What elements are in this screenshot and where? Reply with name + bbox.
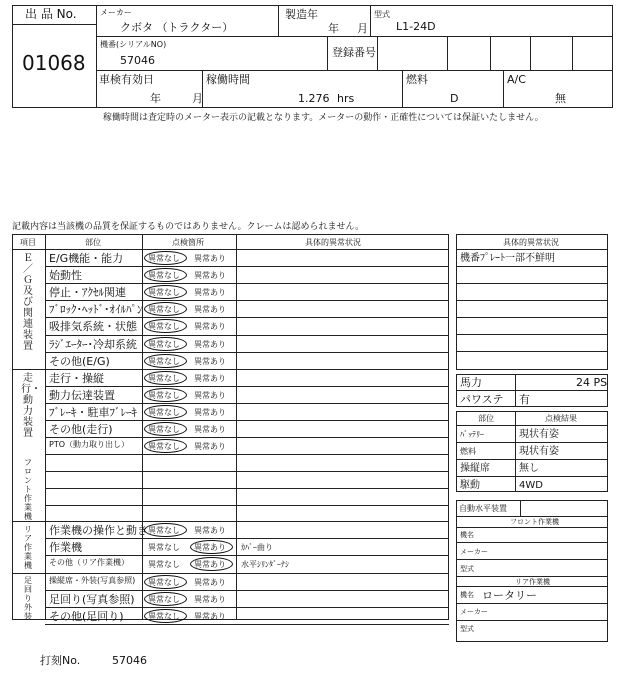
ac-value: 無 <box>555 92 566 105</box>
row-part: その他(走行) <box>49 423 113 436</box>
check-abnormal: 異常あり <box>194 577 226 587</box>
fuel-label: 燃料 <box>406 73 428 86</box>
hours-unit: hrs <box>337 92 355 105</box>
inspection-year-unit: 年 <box>150 92 161 105</box>
row-detail: 水平ｼﾘﾝﾀﾞｰﾅｼ <box>241 560 289 570</box>
row-part: 作業機 <box>49 541 82 555</box>
row-part: ﾗｼﾞｴｰﾀｰ･冷却系統 <box>49 337 137 351</box>
item-number: 01068 <box>22 51 86 75</box>
hp-value: 24 PS <box>576 376 608 389</box>
selected-oval <box>144 388 187 402</box>
front-name-label: 機名 <box>460 531 474 539</box>
hours-note: 稼働時間は査定時のメーター表示の記載となります。メーターの動作・正確性については保証いたしません。 <box>103 113 544 123</box>
check-normal: 異常なし <box>148 594 180 604</box>
check-abnormal: 異常あり <box>194 305 226 315</box>
cabin-value: 無し <box>519 463 539 474</box>
fuel-check-label: 燃料 <box>460 447 476 456</box>
group-label: フロント作業機 <box>24 458 32 521</box>
group-label: Ｅ／Ｇ及び関連装置 <box>23 253 33 352</box>
check-abnormal: 異常あり <box>194 611 226 621</box>
group-label: 走行・動力装置 <box>21 373 41 439</box>
check-abnormal: 異常あり <box>194 373 226 383</box>
check-abnormal: 異常あり <box>194 288 226 298</box>
auto-level-label: 自動水平装置 <box>459 504 507 513</box>
stamp-label: 打刻No. <box>40 654 81 667</box>
rear-name-label: 機名 <box>460 591 474 599</box>
fuel-check-value: 現状有姿 <box>519 446 559 457</box>
col-item: 項目 <box>20 238 36 247</box>
item-number-label: 出 品 No. <box>25 7 77 21</box>
check-normal: 異常なし <box>148 526 180 536</box>
part-header: 部位 <box>478 414 494 423</box>
fuel-value: D <box>450 92 459 105</box>
drive-value: 4WD <box>519 480 543 491</box>
drive-label: 駆動 <box>460 480 480 491</box>
group-label: 足回り外装 <box>24 576 32 621</box>
col-part: 部位 <box>85 238 101 247</box>
rear-model-label: 型式 <box>460 625 474 633</box>
cabin-label: 操縦席 <box>460 463 490 474</box>
rear-name-value: ロータリー <box>482 589 537 602</box>
front-implement-title: フロント作業機 <box>510 518 559 526</box>
check-normal: 異常なし <box>148 442 180 452</box>
serial-value: 57046 <box>120 54 155 67</box>
model-label: 型式 <box>374 10 390 19</box>
powersteer-value: 有 <box>519 393 530 406</box>
row-part: 吸排気系統・状態 <box>49 320 137 334</box>
battery-label: ﾊﾞｯﾃﾘｰ <box>460 430 484 439</box>
check-normal: 異常なし <box>148 577 180 587</box>
row-part: 作業機の操作と動き <box>49 524 148 538</box>
abnormal-title: 具体的異常状況 <box>503 238 559 247</box>
group-label: リア作業機 <box>24 525 32 570</box>
check-normal: 異常なし <box>148 611 180 621</box>
check-abnormal: 異常あり <box>194 356 226 366</box>
maker-value: クボタ （トラクター） <box>120 21 234 34</box>
selected-oval <box>144 422 187 436</box>
check-abnormal: 異常あり <box>194 425 226 434</box>
row-part: ﾌﾞﾚｰｷ・駐車ﾌﾞﾚｰｷ <box>49 405 137 419</box>
row-part: その他(E/G) <box>49 354 110 368</box>
row-part: 動力伝達装置 <box>49 388 115 402</box>
row-part: 足回り(写真参照) <box>49 592 135 606</box>
check-normal: 異常なし <box>148 254 180 263</box>
year-label: 製造年 <box>285 8 318 21</box>
check-normal: 異常なし <box>148 305 180 315</box>
col-detail: 具体的異常状況 <box>305 238 361 247</box>
powersteer-label: パワステ <box>460 393 504 406</box>
result-header: 点検結果 <box>545 414 577 423</box>
col-check: 点検箇所 <box>172 238 204 247</box>
check-normal: 異常なし <box>148 425 180 434</box>
check-abnormal: 異常あり <box>194 442 226 452</box>
row-part: 走行・操縦 <box>49 371 104 385</box>
check-normal: 異常なし <box>148 356 180 366</box>
selected-oval <box>144 268 187 282</box>
ac-label: A/C <box>507 73 526 86</box>
hp-label: 馬力 <box>460 376 482 389</box>
row-part: その他(足回り) <box>49 609 124 623</box>
check-normal: 異常なし <box>148 271 180 281</box>
abnormal-text: 機番ﾌﾟﾚｰﾄ一部不鮮明 <box>460 253 555 264</box>
selected-oval <box>144 405 187 419</box>
row-part: その他（リア作業機） <box>49 558 129 568</box>
row-part: 停止・ｱｸｾﾙ関連 <box>49 286 126 300</box>
selected-oval <box>144 592 187 606</box>
check-abnormal: 異常あり <box>194 560 226 570</box>
rear-maker-label: メーカー <box>460 608 488 616</box>
front-model-label: 型式 <box>460 565 474 573</box>
check-abnormal: 異常あり <box>194 322 226 332</box>
month-unit: 月 <box>357 22 368 35</box>
hours-value: 1.276 <box>298 92 330 105</box>
model-value: L1-24D <box>396 20 436 33</box>
row-part: 操縦席・外装(写真参照) <box>49 575 136 585</box>
battery-value: 現状有姿 <box>519 429 559 440</box>
check-abnormal: 異常あり <box>194 254 226 263</box>
registration-label: 登録番号 <box>332 46 376 59</box>
front-maker-label: メーカー <box>460 548 488 556</box>
selected-oval <box>144 371 187 385</box>
serial-label: 機番(シリアルNO) <box>100 40 167 49</box>
selected-oval <box>144 575 187 589</box>
selected-oval <box>144 354 187 368</box>
check-normal: 異常なし <box>148 390 180 400</box>
year-unit: 年 <box>328 22 339 35</box>
check-abnormal: 異常あり <box>194 526 226 536</box>
check-normal: 異常なし <box>148 560 180 570</box>
check-normal: 異常なし <box>148 322 180 332</box>
maker-label: メーカー <box>100 8 132 17</box>
stamp-value: 57046 <box>112 654 147 667</box>
check-normal: 異常なし <box>148 373 180 383</box>
check-abnormal: 異常あり <box>194 407 226 417</box>
check-normal: 異常なし <box>148 288 180 298</box>
selected-oval <box>144 439 187 453</box>
row-detail: ｶﾊﾞｰ曲り <box>241 543 273 553</box>
selected-oval <box>144 609 187 623</box>
selected-oval <box>144 337 187 351</box>
check-abnormal: 異常あり <box>194 543 226 553</box>
check-abnormal: 異常あり <box>194 339 226 349</box>
check-abnormal: 異常あり <box>194 271 226 281</box>
row-part: 始動性 <box>49 269 82 283</box>
inspection-date-label: 車検有効日 <box>99 73 154 86</box>
check-abnormal: 異常あり <box>194 390 226 400</box>
rear-implement-title: リア作業機 <box>515 578 550 586</box>
check-abnormal: 異常あり <box>194 594 226 604</box>
row-part: ﾌﾞﾛｯｸ･ﾍｯﾄﾞ･ｵｲﾙﾊﾟﾝ <box>49 303 143 317</box>
disclaimer: 記載内容は当該機の品質を保証するものではありません。クレームは認められません。 <box>12 222 365 232</box>
selected-oval <box>144 251 187 265</box>
row-part: E/G機能・能力 <box>49 252 124 265</box>
inspection-month-unit: 月 <box>192 92 203 105</box>
row-part: PTO（動力取り出し） <box>49 440 130 450</box>
hours-label: 稼働時間 <box>206 73 250 86</box>
check-normal: 異常なし <box>148 543 180 553</box>
check-normal: 異常なし <box>148 339 180 349</box>
check-normal: 異常なし <box>148 407 180 417</box>
